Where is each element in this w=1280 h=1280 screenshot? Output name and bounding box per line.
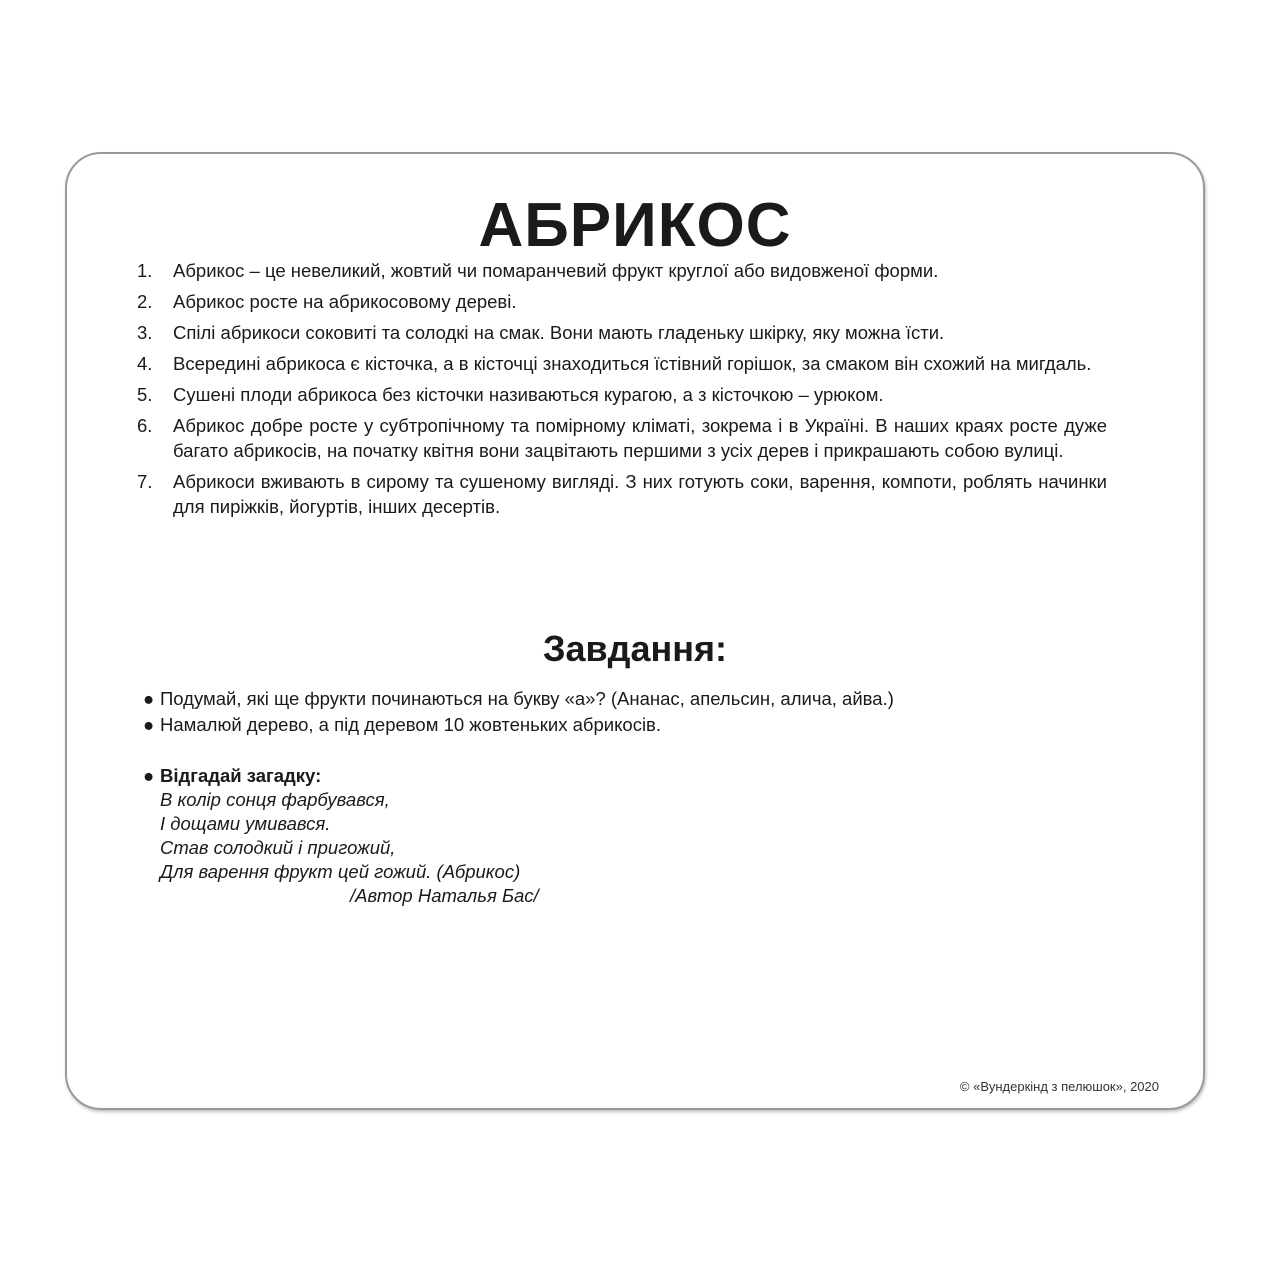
fact-item: [137, 382, 1107, 407]
copyright-notice: © «Вундеркінд з пелюшок», 2020: [959, 1079, 1159, 1094]
facts-list: [137, 258, 1107, 525]
task-item: [143, 686, 894, 712]
fact-number: 5.: [137, 384, 153, 405]
fact-text: Спілі абрикоси соковиті та солодкі на смак. Вони мають гладеньку шкірку, яку можна їсти.: [173, 322, 945, 343]
card-title: АБРИКОС: [478, 191, 792, 260]
tasks-title: Завдання:: [542, 628, 728, 669]
bullet-icon: ●: [143, 688, 155, 709]
riddle-heading: Відгадай загадку:: [160, 765, 322, 786]
task-text: Намалюй дерево, а під деревом 10 жовтеньких абрикосів.: [160, 714, 662, 735]
fact-number: 2.: [137, 291, 153, 312]
fact-item: [137, 413, 1107, 463]
tasks-list: [143, 686, 894, 738]
fact-text: Всередині абрикоса є кісточка, а в кісточці знаходиться їстівний горішок, за смаком він схожий на мигдаль.: [173, 353, 1092, 374]
fact-item: [137, 289, 1107, 314]
fact-number: 7.: [137, 471, 153, 492]
riddle-line: І дощами умивався.: [160, 813, 331, 834]
fact-text: Абрикос – це невеликий, жовтий чи помаранчевий фрукт круглої або видовженої форми.: [173, 260, 939, 281]
riddle-heading-row: [143, 764, 539, 788]
fact-number: 4.: [137, 353, 153, 374]
bullet-icon: ●: [143, 714, 155, 735]
bullet-icon: ●: [143, 765, 155, 786]
riddle-line: Став солодкий і пригожий,: [160, 837, 396, 858]
fact-text: Сушені плоди абрикоса без кісточки називаються курагою, а з кісточкою – урюком.: [173, 384, 884, 405]
task-item: [143, 712, 894, 738]
riddle-author: /Автор Наталья Бас/: [350, 885, 539, 906]
riddle-line: Для варення фрукт цей гожий. (Абрикос): [160, 861, 521, 882]
fact-number: 6.: [137, 415, 153, 436]
fact-text: Абрикос росте на абрикосовому дереві.: [173, 291, 517, 312]
riddle-line: В колір сонця фарбувався,: [160, 789, 390, 810]
fact-item: [137, 258, 1107, 283]
fact-text: Абрикос добре росте у субтропічному та помірному кліматі, зокрема і в Україні. В наших краях росте дуже багато абрикосів, на початку квітня вони зацвітають першими з усіх дерев і прикрашають собою вулиці.: [173, 415, 1107, 461]
fact-item: [137, 469, 1107, 519]
fact-item: [137, 351, 1107, 376]
task-text: Подумай, які ще фрукти починаються на букву «а»? (Ананас, апельсин, алича, айва.): [160, 688, 894, 709]
fact-number: 1.: [137, 260, 153, 281]
riddle-poem: [143, 788, 539, 908]
fact-text: Абрикоси вживають в сирому та сушеному вигляді. З них готують соки, варення, компоти, роблять начинки для пиріжків, йогуртів, інших десертів.: [173, 471, 1107, 517]
fact-number: 3.: [137, 322, 153, 343]
flashcard: [65, 152, 1205, 1110]
fact-item: [137, 320, 1107, 345]
riddle-block: [143, 764, 539, 908]
